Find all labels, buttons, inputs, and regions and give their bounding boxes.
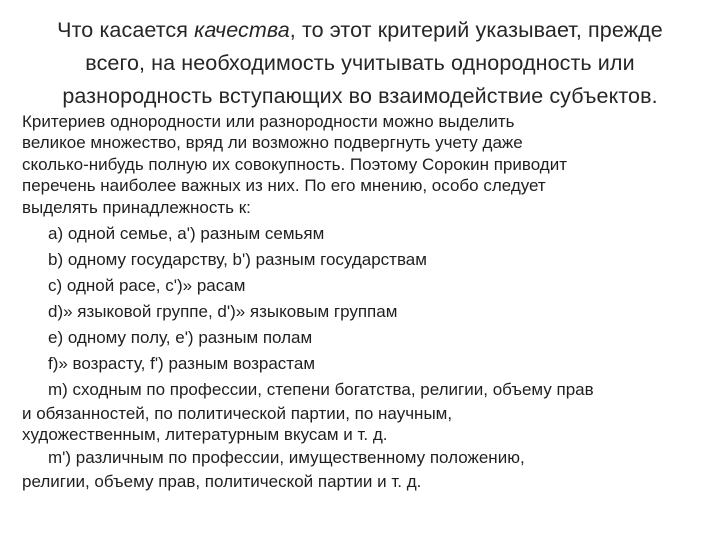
list-item-b: b) одному государству, b') разным государствам <box>48 250 427 270</box>
intro-line-3: сколько-нибудь полную их совокупность. Поэтому Сорокин приводит <box>22 154 567 174</box>
title-line-1-end: , то этот критерий указывает, прежде <box>289 18 663 42</box>
title-line-2: всего, на необходимость учитывать однородность или <box>85 51 635 75</box>
list-item-d: d)» языковой группе, d')» языковым группам <box>48 302 398 322</box>
title-line-1 <box>30 14 690 47</box>
list-item-m-prime-cont: религии, объему прав, политической партии и т. д. <box>22 472 422 492</box>
slide-body <box>22 111 702 492</box>
list-item-m-cont-1: и обязанностей, по политической партии, по научным, <box>22 404 453 424</box>
title-line-3: разнородность вступающих во взаимодействие субъектов. <box>62 84 658 108</box>
list-item-c: c) одной расе, c')» расам <box>48 276 246 296</box>
list-item-m-cont-2: художественным, литературным вкусам и т. д. <box>22 425 388 445</box>
intro-line-4: перечень наиболее важных из них. По его мнению, особо следует <box>22 176 546 196</box>
title-line-1-start: Что касается <box>57 18 195 42</box>
slide-title <box>30 14 690 113</box>
list-item-a: a) одной семье, a') разным семьям <box>48 224 325 244</box>
list-item-f: f)» возрасту, f') разным возрастам <box>48 354 316 374</box>
intro-line-2: великое множество, вряд ли возможно подвергнуть учету даже <box>22 133 523 153</box>
list-item-e: e) одному полу, e') разным полам <box>48 328 313 348</box>
intro-line-5: выделять принадлежность к: <box>22 197 251 217</box>
list-item-m: m) сходным по профессии, степени богатства, религии, объему прав <box>48 380 594 400</box>
list-item-m-prime: m') различным по профессии, имущественному положению, <box>48 448 525 468</box>
title-emphasis: качества <box>194 18 290 42</box>
intro-line-1: Критериев однородности или разнородности можно выделить <box>22 112 515 131</box>
